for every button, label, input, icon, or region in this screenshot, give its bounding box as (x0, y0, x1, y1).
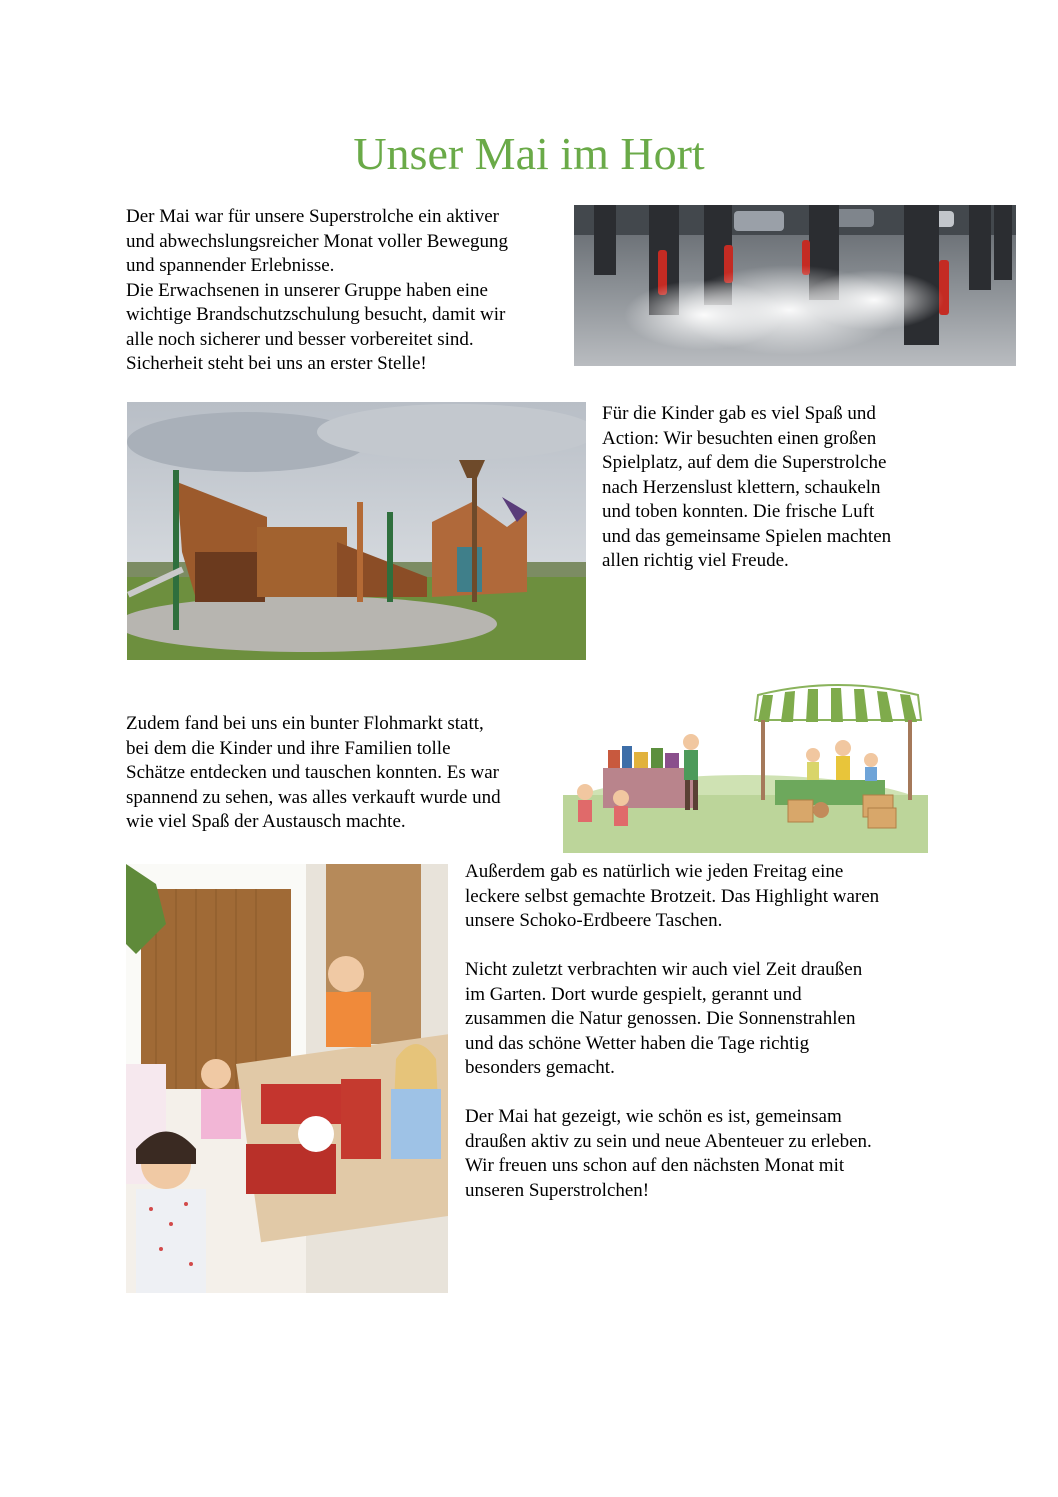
page-title: Unser Mai im Hort (353, 128, 705, 179)
flea-market-illustration (563, 680, 928, 853)
fire-safety-training-photo (574, 205, 1016, 366)
closing-paragraph: Außerdem gab es natürlich wie jeden Freitag eine leckere selbst gemachte Brotzeit. Das Highlight waren unsere Schoko-Erdbeere Taschen. Nicht zuletzt verbrachten wir auch viel Zeit draußen im Garten. Dort wurde gespielt, gerannt und zusammen die Natur genossen. Die Sonnenstrahlen und das schöne Wetter haben die Tage richtig besonders gemacht. Der Mai hat gezeigt, wie schön es ist, gemeinsam draußen aktiv zu sein und neue Abenteuer zu erleben. Wir freuen uns schon auf den nächsten Monat mit unseren Superstrolchen! (465, 861, 880, 1201)
flea-market-paragraph: Zudem fand bei uns ein bunter Flohmarkt statt, bei dem die Kinder und ihre Familien tolle Schätze entdecken und tauschen konnten. Es war spannend zu sehen, was alles verkauft wurde und wie viel Spaß der Austausch machte. (126, 713, 501, 832)
intro-paragraph: Der Mai war für unsere Superstrolche ein aktiver und abwechslungsreicher Monat voller Bewegung und spannender Erlebnisse. Die Erwachsenen in unserer Gruppe haben eine wichtige Brandschutzschulung besucht, damit wir alle noch sicherer und besser vorbereitet sind. Sicherheit steht bei uns an erster Stelle! (126, 206, 509, 374)
playground-paragraph: Für die Kinder gab es viel Spaß und Action: Wir besuchten einen großen Spielplatz, auf dem die Superstrolche nach Herzenslust klettern, schaukeln und toben konnten. Die frische Luft und das gemeinsame Spielen machten allen richtig viel Freude. (602, 403, 892, 571)
playground-photo (127, 402, 586, 660)
kids-brotzeit-photo (126, 864, 448, 1293)
